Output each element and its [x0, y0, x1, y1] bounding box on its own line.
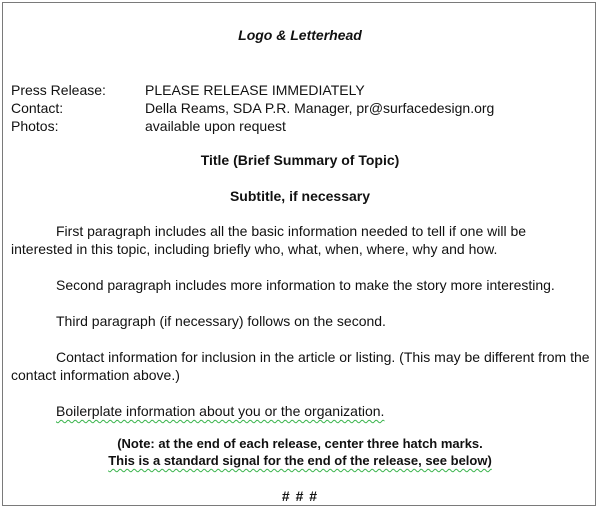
note-line-1: (Note: at the end of each release, center three hatch marks. — [117, 436, 483, 451]
photos-value: available upon request — [145, 118, 286, 134]
press-release-label: Press Release: — [11, 82, 106, 98]
release-title: Title (Brief Summary of Topic) — [200, 152, 400, 168]
paragraph-4: Contact information for inclusion in the article or listing. (This may be different from the contact information above.) — [11, 349, 590, 383]
contact-value: Della Reams, SDA P.R. Manager, pr@surfacedesign.org — [145, 100, 495, 116]
photos-label: Photos: — [11, 118, 59, 134]
paragraph-3: Third paragraph (if necessary) follows on the second. — [56, 313, 386, 329]
document-page — [2, 2, 596, 506]
logo-letterhead: Logo & Letterhead — [238, 27, 362, 43]
paragraph-2: Second paragraph includes more information to make the story more interesting. — [56, 277, 555, 293]
note-line-2-text: This is a standard signal for the end of the release, see below) — [108, 453, 492, 468]
note-line-2 — [3, 453, 597, 469]
paragraph-1: First paragraph includes all the basic information needed to tell if one will be interested in this topic, including briefly who, what, when, where, why and how. — [11, 223, 527, 257]
contact-label: Contact: — [11, 100, 64, 116]
boilerplate-paragraph: Boilerplate information about you or the organization. — [56, 403, 385, 419]
release-subtitle: Subtitle, if necessary — [229, 188, 371, 204]
press-release-value: PLEASE RELEASE IMMEDIATELY — [145, 82, 365, 98]
end-hatch-marks: # # # — [281, 488, 319, 504]
